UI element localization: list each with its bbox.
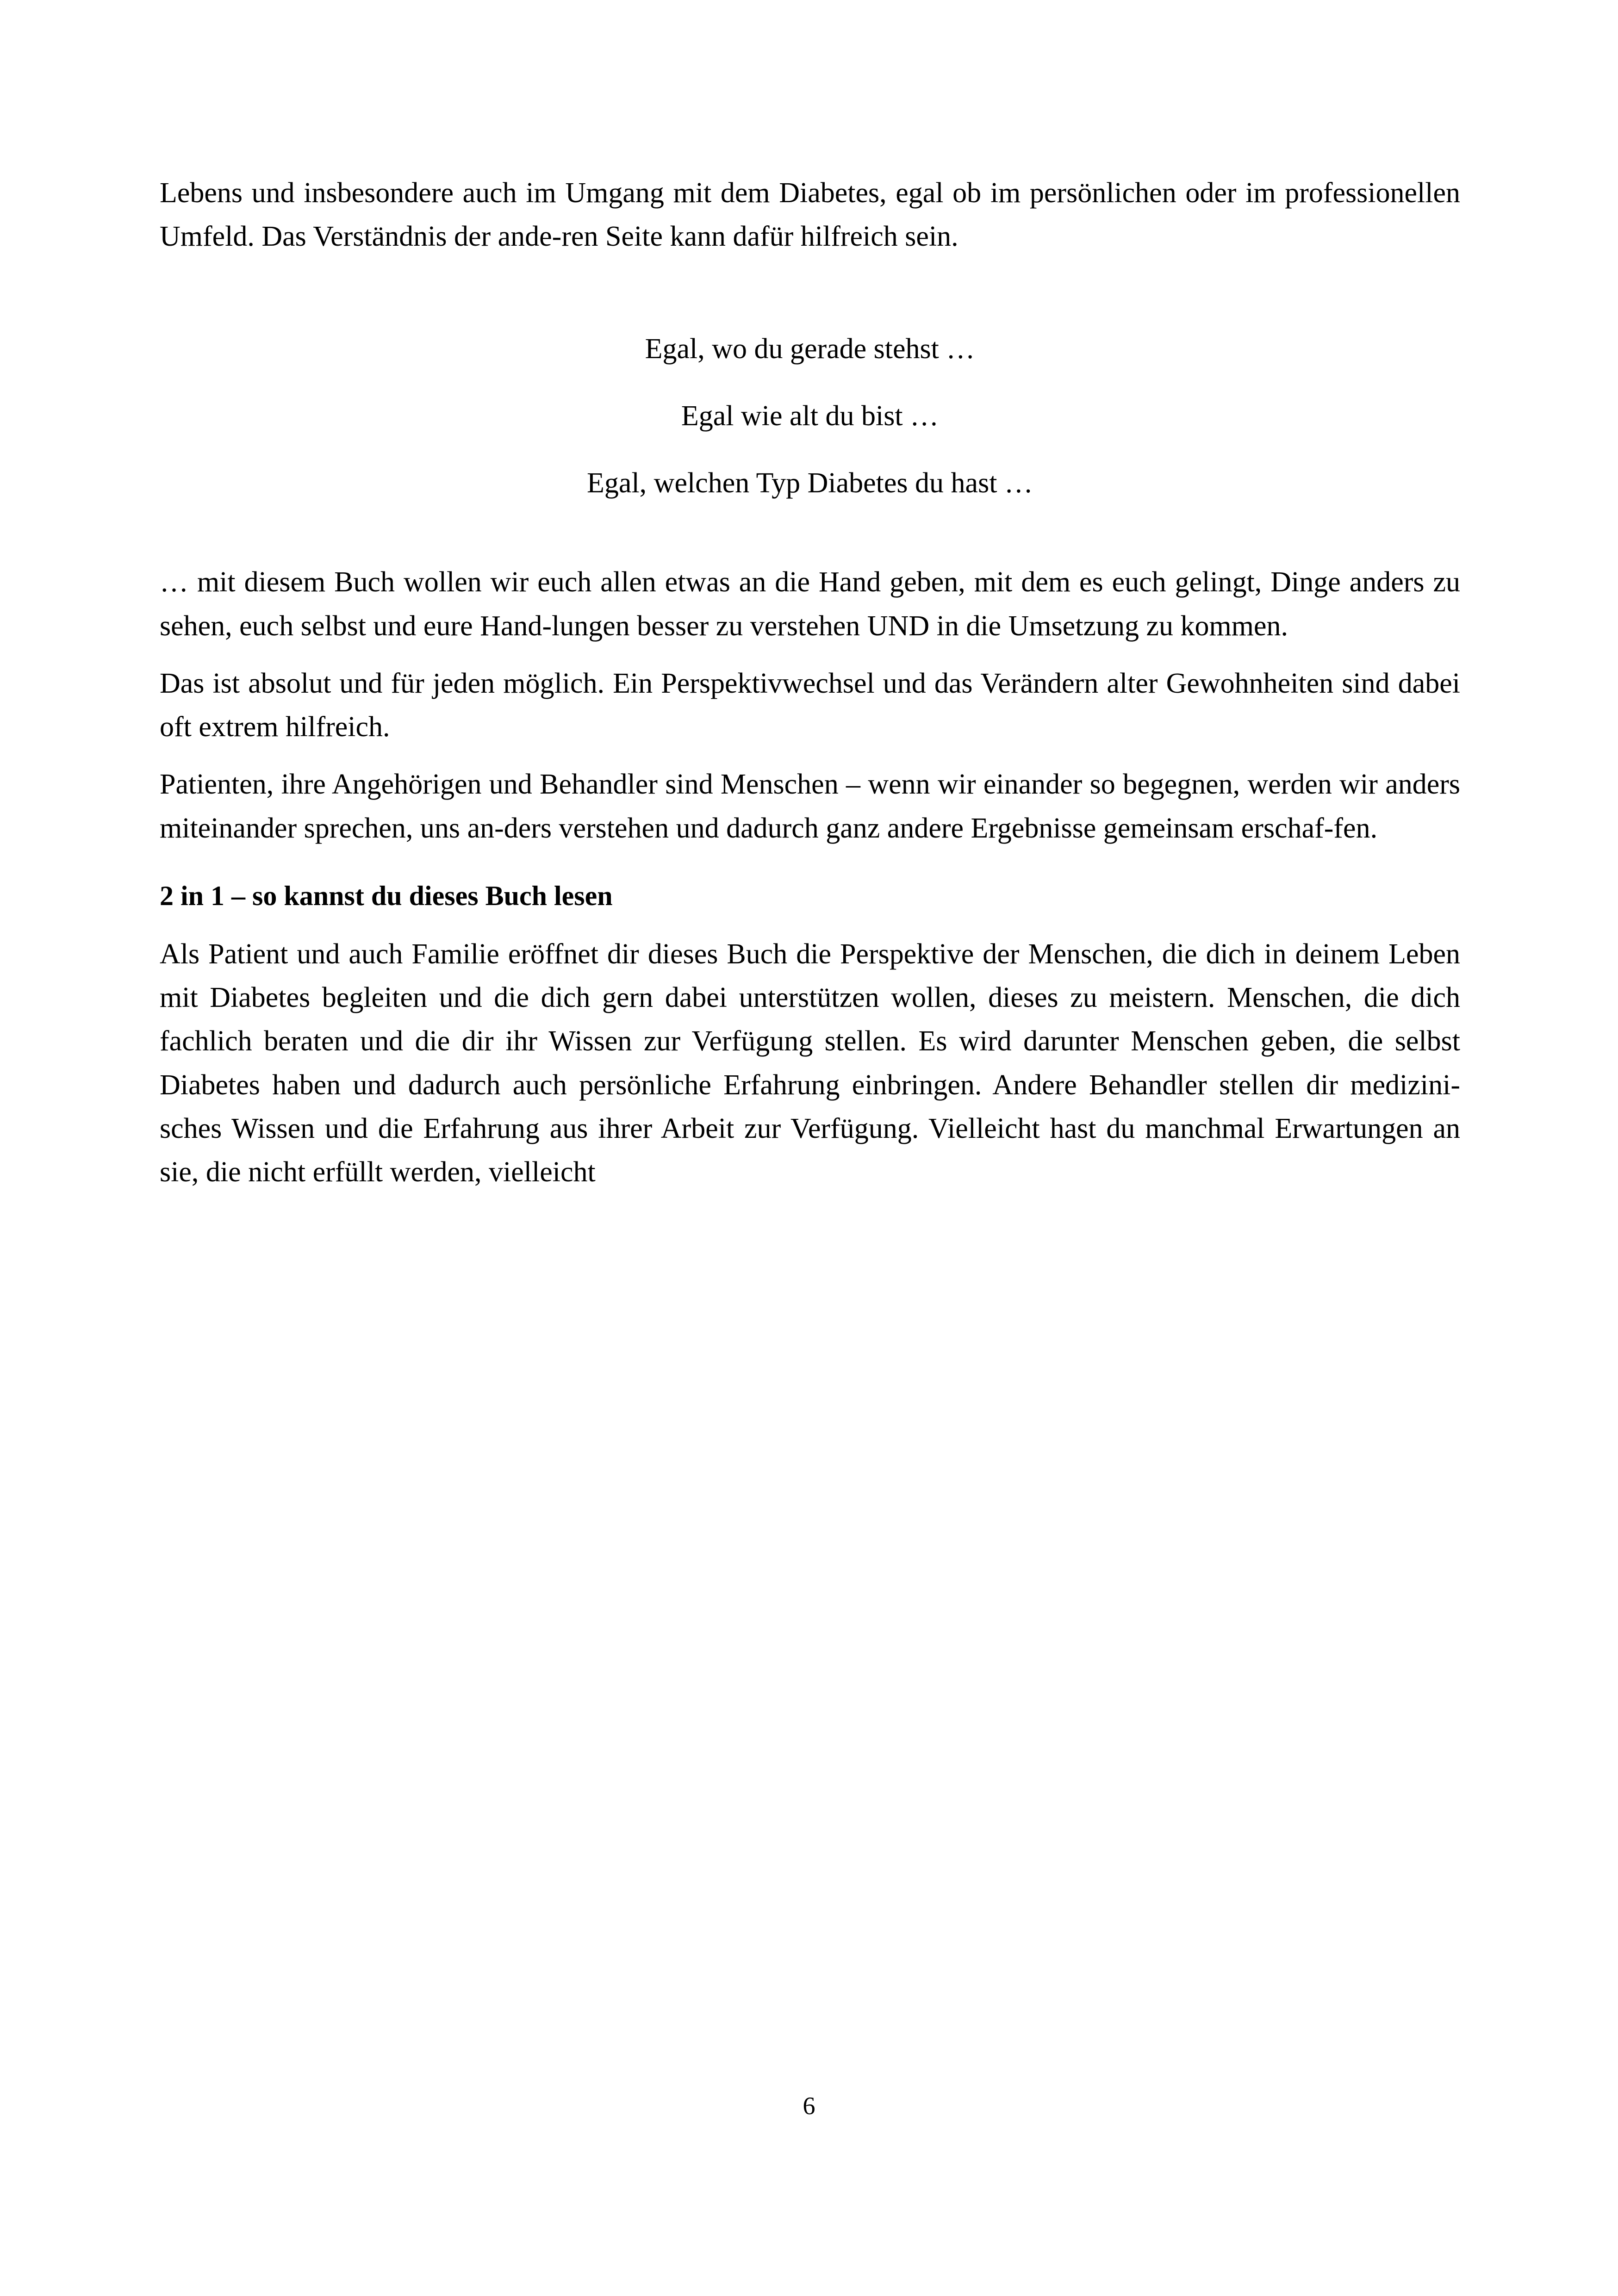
verse-line-1: Egal, wo du gerade stehst … <box>645 333 975 365</box>
paragraph-patient-perspective: Als Patient und auch Familie eröffnet dir dieses Buch die Perspektive der Menschen, die dich in deinem Leben mit Diabetes begleiten und die dich gern dabei unterstützen wollen, dieses zu meistern. Menschen, die dich fachlich beraten und die dir ihr Wissen zur Verfügung stellen. Es wird darunter Menschen geben, die selbst Diabetes haben und dadurch auch persönliche Erfahrung einbringen. Andere Behandler stellen dir medizini-sches Wissen und die Erfahrung aus ihrer Arbeit zur Verfügung. Vielleicht hast du manchmal Erwartungen an sie, die nicht erfüllt werden, vielleicht <box>160 938 1460 1188</box>
vertical-spacer <box>160 505 1460 560</box>
verse-line-2: Egal wie alt du bist … <box>681 400 939 432</box>
vertical-spacer <box>160 917 1460 932</box>
verse-line-3: Egal, welchen Typ Diabetes du hast … <box>587 467 1033 499</box>
page-content <box>160 171 1460 1194</box>
vertical-spacer <box>160 850 1460 875</box>
section-heading: 2 in 1 – so kannst du dieses Buch lesen <box>160 880 613 911</box>
paragraph-intro: … mit diesem Buch wollen wir euch allen etwas an die Hand geben, mit dem es euch gelingt, Dinge anders zu sehen, euch selbst und eure Hand-lungen besser zu verstehen UND in die Umsetzung zu kommen. <box>160 566 1460 642</box>
centered-verse-block <box>160 328 1460 505</box>
paragraph-possible: Das ist absolut und für jeden möglich. Ein Perspektivwechsel und das Verändern alter Gewohnheiten sind dabei oft extrem hilfreich. <box>160 667 1460 743</box>
paragraph-patients: Patienten, ihre Angehörigen und Behandler sind Menschen – wenn wir einander so begegnen, werden wir anders miteinander sprechen, uns an-ders verstehen und dadurch ganz andere Ergebnisse gemeinsam erschaf-fen. <box>160 769 1460 844</box>
paragraph-continuation: Lebens und insbesondere auch im Umgang mit dem Diabetes, egal ob im persönlichen oder im professionellen Umfeld. Das Verständnis der ande-ren Seite kann dafür hilfreich sein. <box>160 177 1460 253</box>
vertical-spacer <box>160 258 1460 328</box>
page-number: 6 <box>803 2092 815 2120</box>
